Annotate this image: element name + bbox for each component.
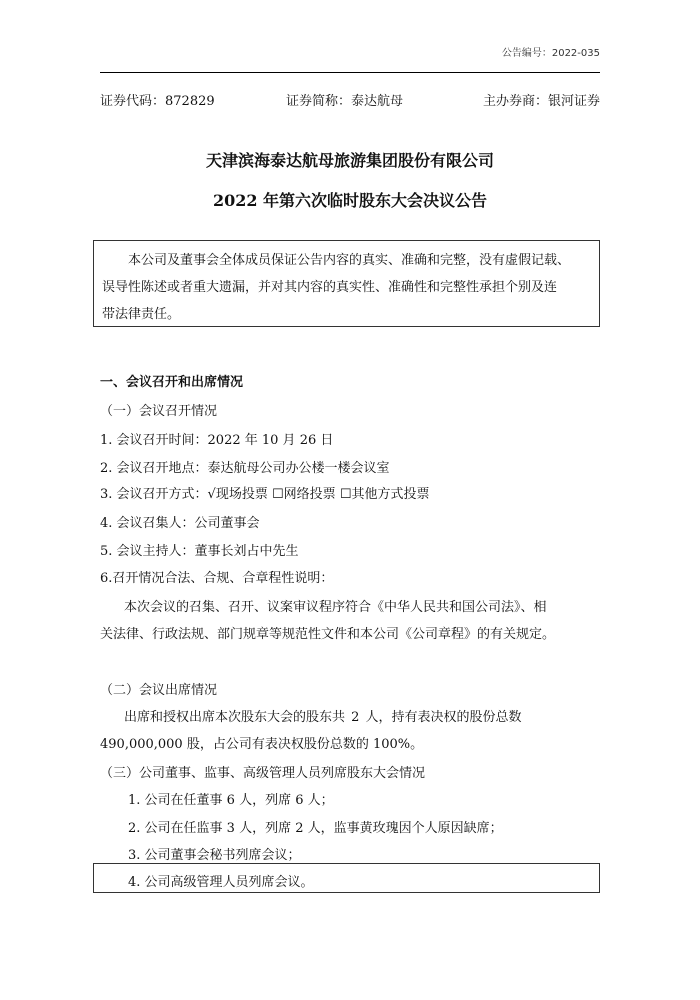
method-other: 其他方式投票 xyxy=(351,487,430,502)
empty-checkbox-icon: ☐ xyxy=(339,487,352,502)
list-item: 4. 公司高级管理人员列席会议。 xyxy=(128,875,314,890)
subsection-heading: （一）会议召开情况 xyxy=(100,404,218,419)
empty-checkbox-icon: ☐ xyxy=(272,487,284,502)
legality-heading: 6.召开情况合法、合规、合章程性说明： xyxy=(100,571,334,586)
company-title: 天津滨海泰达航母旅游集团股份有限公司 xyxy=(205,151,494,170)
disclaimer-line: 误导性陈述或者重大遗漏，并对其内容的真实性、准确性和完整性承担个别及连 xyxy=(102,280,558,295)
securities-code: 证券代码：872829 xyxy=(100,94,215,109)
legality-paragraph: 本次会议的召集、召开、议案审议程序符合《中华人民共和国公司法》、相 xyxy=(124,600,547,615)
meeting-time: 1. 会议召开时间：2022 年 10 月 26 日 xyxy=(100,433,334,448)
announcement-title: 2022 年第六次临时股东大会决议公告 xyxy=(212,191,488,210)
securities-info-line xyxy=(100,90,600,110)
method-online: 网络投票 xyxy=(283,487,336,502)
disclaimer-line: 本公司及董事会全体成员保证公告内容的真实、准确和完整，没有虚假记载、 xyxy=(128,253,571,268)
meeting-place: 2. 会议召开地点：泰达航母公司办公楼一楼会议室 xyxy=(100,461,390,476)
sponsor-broker: 主办券商：银河证券 xyxy=(482,94,600,109)
legality-paragraph: 关法律、行政法规、部门规章等规范性文件和本公司《公司章程》的有关规定。 xyxy=(100,627,556,642)
list-item: 3. 公司董事会秘书列席会议； xyxy=(128,848,301,863)
meeting-host: 5. 会议主持人：董事长刘占中先生 xyxy=(100,544,299,559)
section-heading: 一、会议召开和出席情况 xyxy=(100,375,244,390)
attendance-paragraph: 490,000,000 股，占公司有表决权股份总数的 100%。 xyxy=(100,737,424,752)
meeting-method-label: 3. 会议召开方式： xyxy=(100,487,208,502)
subsection-heading: （三）公司董事、监事、高级管理人员列席股东大会情况 xyxy=(100,766,426,781)
meeting-method xyxy=(100,483,429,502)
securities-short-name: 证券简称：泰达航母 xyxy=(286,94,404,109)
disclaimer-box xyxy=(93,240,600,327)
highlighted-item-box xyxy=(93,863,600,893)
method-onsite: 现场投票 xyxy=(215,487,268,502)
meeting-convener: 4. 会议召集人：公司董事会 xyxy=(100,516,260,531)
subsection-heading: （二）会议出席情况 xyxy=(100,683,218,698)
notice-number: 公告编号：2022-035 xyxy=(501,48,600,59)
attendance-paragraph: 出席和授权出席本次股东大会的股东共 2 人，持有表决权的股份总数 xyxy=(124,710,522,725)
list-item: 2. 公司在任监事 3 人，列席 2 人，监事黄玫瑰因个人原因缺席； xyxy=(128,821,503,836)
disclaimer-line: 带法律责任。 xyxy=(102,307,181,322)
list-item: 1. 公司在任董事 6 人，列席 6 人； xyxy=(128,793,334,808)
checkmark-icon: √ xyxy=(207,487,216,502)
header-rule xyxy=(100,72,600,73)
